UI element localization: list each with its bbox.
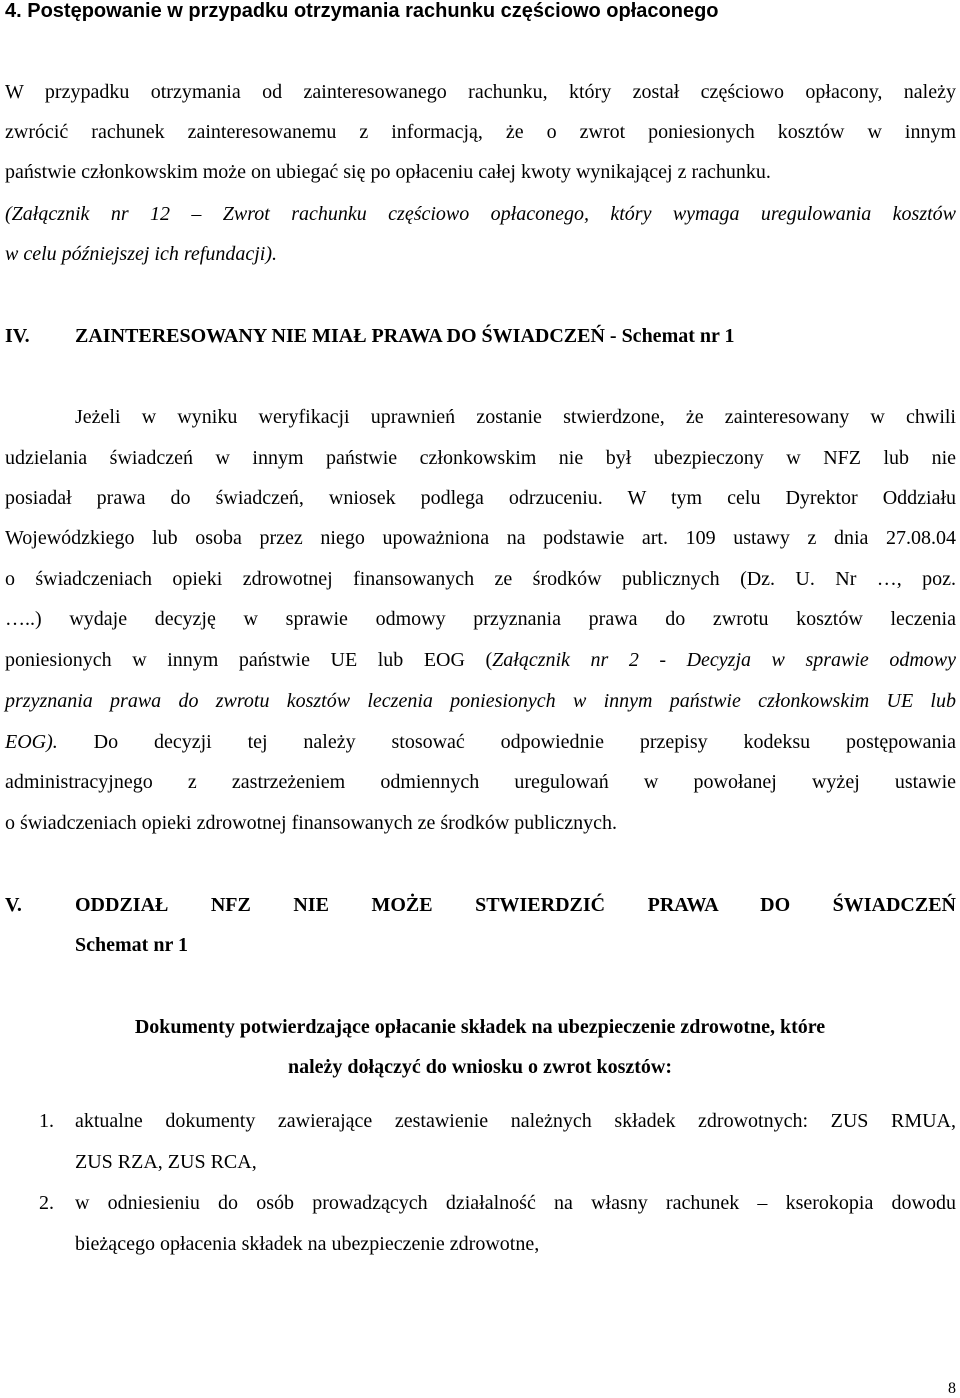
section-4-italic-line-1: (Załącznik nr 12 – Zwrot rachunku częściowo opłaconego, który wymaga uregulowania kosztów bbox=[5, 203, 956, 225]
section-iv-line-7 bbox=[5, 646, 956, 674]
section-iv-line-6: …..) wydaje decyzję w sprawie odmowy przyznania prawa do zwrotu kosztów leczenia bbox=[5, 608, 956, 630]
documents-subheading-line-2: należy dołączyć do wniosku o zwrot kosztów: bbox=[287, 1056, 673, 1078]
section-4-heading: 4. Postępowanie w przypadku otrzymania rachunku częściowo opłaconego bbox=[5, 0, 719, 22]
annex-2-reference: Załącznik nr 2 - Decyzja w sprawie odmowy bbox=[492, 649, 956, 671]
list-item-2-line-1: w odniesieniu do osób prowadzących działalność na własny rachunek – kserokopia dowodu bbox=[75, 1192, 956, 1214]
list-item-1-line-2: ZUS RZA, ZUS RCA, bbox=[75, 1151, 257, 1173]
section-iv-number: IV. bbox=[5, 325, 30, 347]
list-item-2-line-2: bieżącego opłacenia składek na ubezpieczenie zdrowotne, bbox=[75, 1233, 540, 1255]
section-4-line-1: W przypadku otrzymania od zainteresowanego rachunku, który został częściowo opłacony, należy bbox=[5, 81, 956, 103]
section-4-italic-line-2: w celu późniejszej ich refundacji). bbox=[5, 243, 277, 265]
section-iv-heading: ZAINTERESOWANY NIE MIAŁ PRAWA DO ŚWIADCZEŃ - Schemat nr 1 bbox=[75, 325, 735, 347]
list-item-2-number: 2. bbox=[39, 1192, 54, 1214]
section-iv-line-3: posiadał prawa do świadczeń, wniosek podlega odrzuceniu. W tym celu Dyrektor Oddziału bbox=[5, 487, 956, 509]
section-v-number: V. bbox=[5, 894, 22, 916]
section-iv-line-9-italic: EOG). bbox=[5, 731, 58, 753]
section-iv-line-9 bbox=[5, 728, 956, 756]
section-iv-line-2: udzielania świadczeń w innym państwie członkowskim nie był ubezpieczony w NFZ lub nie bbox=[5, 447, 956, 469]
section-iv-line-9-normal: Do decyzji tej należy stosować odpowiednie przepisy kodeksu postępowania bbox=[57, 731, 956, 753]
section-4-line-3: państwie członkowskim może on ubiegać się po opłaceniu całej kwoty wynikającej z rachunku. bbox=[5, 161, 771, 183]
list-item-1-line-1: aktualne dokumenty zawierające zestawienie należnych składek zdrowotnych: ZUS RMUA, bbox=[75, 1110, 956, 1132]
documents-subheading-line-1: Dokumenty potwierdzające opłacanie składek na ubezpieczenie zdrowotne, które bbox=[134, 1016, 826, 1038]
section-iv-line-8: przyznania prawa do zwrotu kosztów leczenia poniesionych w innym państwie członkowskim UE lub bbox=[5, 690, 956, 712]
section-iv-line-5: o świadczeniach opieki zdrowotnej finansowanych ze środków publicznych (Dz. U. Nr …, poz. bbox=[5, 568, 956, 590]
list-item-1-number: 1. bbox=[39, 1110, 54, 1132]
section-iv-line-1: Jeżeli w wyniku weryfikacji uprawnień zostanie stwierdzone, że zainteresowany w chwili bbox=[75, 406, 956, 428]
section-iv-line-7-normal: poniesionych w innym państwie UE lub EOG ( bbox=[5, 649, 493, 671]
section-4-line-2: zwrócić rachunek zainteresowanemu z informacją, że o zwrot poniesionych kosztów w innym bbox=[5, 121, 956, 143]
section-iv-line-4: Wojewódzkiego lub osoba przez niego upoważniona na podstawie art. 109 ustawy z dnia 27.08.04 bbox=[5, 527, 956, 549]
section-iv-line-10: administracyjnego z zastrzeżeniem odmiennych uregulowań w powołanej wyżej ustawie bbox=[5, 771, 956, 793]
section-v-heading-line-1: ODDZIAŁ NFZ NIE MOŻE STWIERDZIĆ PRAWA DO ŚWIADCZEŃ bbox=[75, 894, 956, 916]
section-v-heading-line-2: Schemat nr 1 bbox=[75, 934, 188, 956]
page-number: 8 bbox=[948, 1380, 956, 1397]
section-iv-line-11: o świadczeniach opieki zdrowotnej finansowanych ze środków publicznych. bbox=[5, 812, 618, 834]
